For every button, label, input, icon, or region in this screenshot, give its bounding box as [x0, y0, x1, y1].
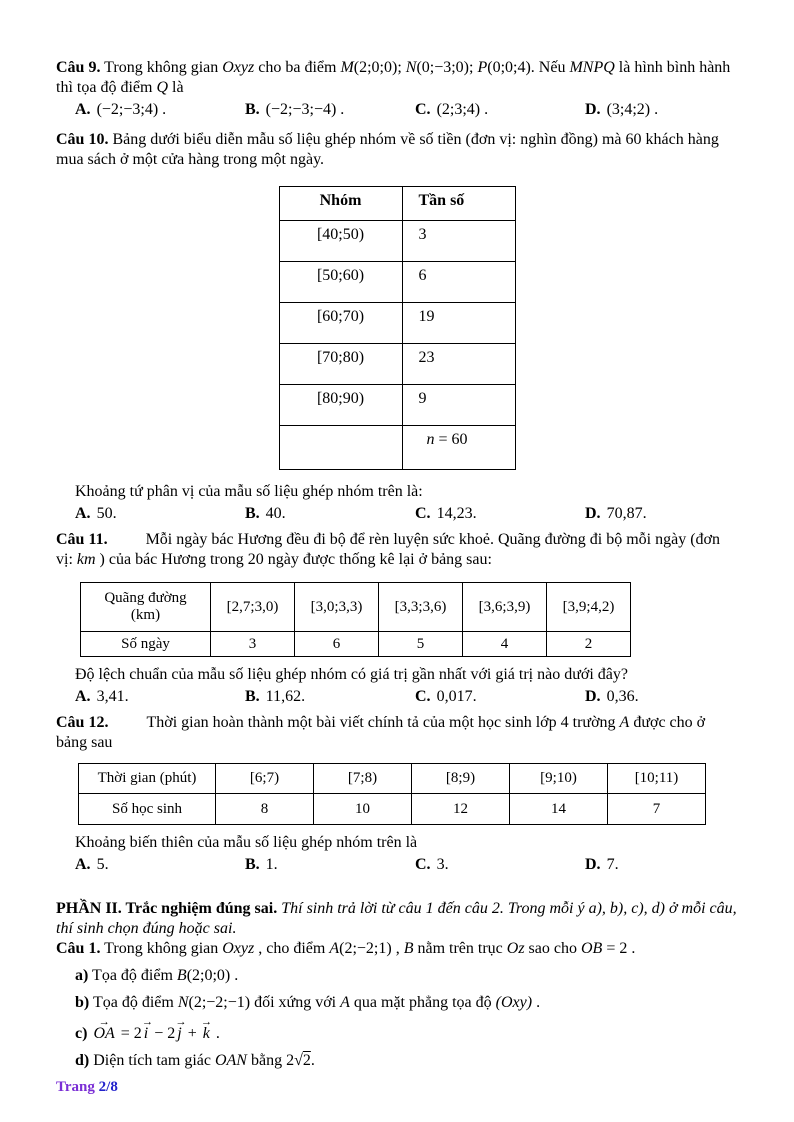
text-run: sao cho — [524, 940, 581, 957]
table-row — [279, 221, 515, 262]
question-12-text — [56, 713, 738, 753]
option-d — [585, 504, 738, 524]
part-2-question-1-item-a — [56, 966, 738, 986]
text-run: Trong không gian — [100, 59, 223, 76]
vector-arrow-icon: → — [175, 1015, 187, 1028]
question-12-prompt: Khoảng biến thiên của mẫu số liệu ghép nhóm trên là — [75, 834, 418, 851]
question-10-text — [56, 130, 738, 170]
option-value: 14,23. — [436, 505, 477, 522]
table-row — [81, 632, 631, 657]
option-letter: D. — [585, 101, 601, 118]
text-run: A — [329, 940, 340, 957]
total-value: = 60 — [434, 431, 468, 448]
option-value: 3. — [436, 856, 449, 873]
text-run: A — [619, 714, 630, 731]
question-12-time-table — [78, 763, 706, 825]
part-2-question-1-item-c — [56, 1015, 738, 1044]
option-letter: B. — [245, 688, 260, 705]
table-cell-interval: [10;11) — [608, 764, 706, 794]
table-header-cell: Thời gian (phút) — [79, 764, 216, 794]
table-total-row — [279, 426, 515, 470]
option-letter: C. — [415, 856, 431, 873]
table-cell-group: [40;50) — [279, 221, 402, 262]
vector-arrow-icon: → — [200, 1015, 212, 1028]
text-run: Câu 10. — [56, 131, 109, 148]
table-row — [279, 303, 515, 344]
option-c — [415, 687, 585, 707]
footer-page-number: 2/8 — [98, 1079, 118, 1095]
text-run: a) — [75, 967, 89, 984]
text-run: km — [76, 551, 96, 568]
option-b — [245, 687, 415, 707]
text-run: Oz — [506, 940, 525, 957]
option-c — [415, 504, 585, 524]
question-11-text — [56, 530, 738, 570]
table-cell-group: [50;60) — [279, 262, 402, 303]
text-run: (0;−3;0); — [416, 59, 478, 76]
option-a — [75, 687, 245, 707]
option-value: 11,62. — [265, 688, 306, 705]
text-run: cho ba điểm — [254, 59, 341, 76]
option-value: 3,41. — [96, 688, 129, 705]
text-run: B — [176, 967, 187, 984]
question-11-prompt: Độ lệch chuẩn của mẫu số liệu ghép nhóm có giá trị gần nhất với giá trị nào dưới đây? — [75, 666, 628, 683]
text-run: (2;−2;1) — [339, 940, 392, 957]
option-letter: C. — [415, 505, 431, 522]
text-run: 2 — [302, 1052, 311, 1069]
text-run: qua mặt phẳng tọa độ — [349, 994, 496, 1011]
text-run: PHẦN II. Trắc nghiệm đúng sai. — [56, 900, 282, 917]
table-cell-count: 2 — [547, 632, 631, 657]
question-9-text — [56, 58, 738, 98]
text-run: Bảng dưới biểu diễn mẫu số liệu ghép nhóm về số tiền (đơn vị: nghìn đồng) mà 60 khách hàng mua sách ở một cửa hàng trong một ngày. — [56, 131, 719, 168]
option-letter: D. — [585, 505, 601, 522]
option-letter: B. — [245, 505, 260, 522]
vector-notation — [91, 1015, 116, 1044]
option-value: 5. — [96, 856, 109, 873]
text-run: M — [340, 59, 354, 76]
text-run: = 2 — [116, 1025, 142, 1042]
table-cell-total — [402, 426, 515, 470]
option-letter: B. — [245, 856, 260, 873]
table-cell-count: 4 — [463, 632, 547, 657]
vector-arrow-icon: → — [141, 1015, 153, 1028]
option-letter: C. — [415, 101, 431, 118]
text-run: OAN — [214, 1052, 247, 1069]
table-cell-interval: [6;7) — [216, 764, 314, 794]
table-cell-count: 10 — [314, 794, 412, 825]
table-row — [279, 344, 515, 385]
table-cell-count: 7 — [608, 794, 706, 825]
page-footer — [56, 1078, 118, 1096]
table-cell-interval: [2,7;3,0) — [211, 583, 295, 632]
option-b — [245, 100, 415, 120]
option-value: (3;4;2) . — [606, 101, 659, 118]
text-run: Tọa độ điểm — [88, 967, 177, 984]
option-value: 0,36. — [606, 688, 639, 705]
text-run: (2;−2;−1) — [188, 994, 251, 1011]
text-run: MNPQ — [569, 59, 615, 76]
option-letter: A. — [75, 688, 91, 705]
text-run: Câu 1. — [56, 940, 101, 957]
text-run: đối xứng với — [250, 994, 341, 1011]
text-run: + — [183, 1025, 201, 1042]
text-run: Thí sinh trả lời từ câu 1 đến câu 2. Trong mỗi ý a), b), c), d) ở mỗi câu, thí sinh chọn đúng hoặc sai. — [56, 900, 737, 937]
option-c — [415, 855, 585, 875]
text-run: . — [532, 994, 541, 1011]
table-header-cell — [81, 583, 211, 632]
text-run: A — [340, 994, 350, 1011]
text-run: (2;0;0) — [186, 967, 231, 984]
table-row-label: Số học sinh — [79, 794, 216, 825]
table-cell-frequency: 6 — [402, 262, 515, 303]
option-value: 7. — [606, 856, 619, 873]
option-letter: C. — [415, 688, 431, 705]
option-value: 40. — [265, 505, 286, 522]
header-line: (km) — [130, 607, 161, 623]
table-header-row — [79, 764, 706, 794]
text-run: Oxyz — [222, 940, 255, 957]
text-run: B — [403, 940, 414, 957]
text-run: bằng 2 — [246, 1052, 295, 1069]
part-2-header — [56, 899, 738, 939]
question-11-distance-table — [80, 582, 631, 657]
text-run: (Oxy) — [495, 994, 533, 1011]
table-header-cell: Tần số — [402, 187, 515, 221]
text-run: Trong không gian — [100, 940, 223, 957]
table-cell-count: 14 — [510, 794, 608, 825]
option-value: 1. — [265, 856, 278, 873]
text-run: . Nếu — [530, 59, 570, 76]
vector-notation — [175, 1015, 187, 1044]
text-run: OA — [93, 1025, 115, 1042]
total-symbol: n — [426, 431, 435, 448]
part-2-question-1-item-d — [56, 1051, 738, 1071]
table-cell-empty — [279, 426, 402, 470]
table-cell-interval: [3,3;3,6) — [379, 583, 463, 632]
table-header-row — [81, 583, 631, 632]
option-value: (−2;−3;4) . — [96, 101, 167, 118]
text-run: Oxyz — [222, 59, 255, 76]
question-10-options — [56, 504, 738, 524]
text-run: d) — [75, 1052, 90, 1069]
part-2-question-1-text — [56, 939, 738, 959]
table-cell-interval: [8;9) — [412, 764, 510, 794]
option-a — [75, 100, 245, 120]
text-run: Mỗi ngày bác Hương đều đi bộ để rèn luyện sức khoẻ. Quãng đường đi bộ mỗi ngày (đơn vị: — [56, 531, 720, 568]
option-value: 70,87. — [606, 505, 647, 522]
text-run: ) của bác Hương trong 20 ngày được thống kê lại ở bảng sau: — [95, 551, 492, 568]
text-run: . — [211, 1025, 220, 1042]
text-run: Câu 9. — [56, 59, 101, 76]
table-row — [79, 794, 706, 825]
text-run: Q — [156, 79, 168, 96]
option-letter: A. — [75, 856, 91, 873]
text-run: là — [168, 79, 184, 96]
option-letter: A. — [75, 505, 91, 522]
option-b — [245, 855, 415, 875]
text-run: nằm trên trục — [413, 940, 507, 957]
table-cell-interval: [9;10) — [510, 764, 608, 794]
option-value: (−2;−3;−4) . — [265, 101, 345, 118]
table-row-label: Số ngày — [81, 632, 211, 657]
text-run: j — [177, 1025, 182, 1042]
footer-label: Trang — [56, 1079, 99, 1095]
table-cell-count: 8 — [216, 794, 314, 825]
option-letter: B. — [245, 101, 260, 118]
table-cell-group: [70;80) — [279, 344, 402, 385]
table-cell-interval: [3,6;3,9) — [463, 583, 547, 632]
option-d — [585, 855, 738, 875]
text-run: , — [391, 940, 404, 957]
option-c — [415, 100, 585, 120]
question-10-prompt: Khoảng tứ phân vị của mẫu số liệu ghép nhóm trên là: — [75, 483, 423, 500]
text-run: √ — [294, 1052, 303, 1069]
text-run: OB — [580, 940, 603, 957]
option-d — [585, 687, 738, 707]
vector-notation — [141, 1015, 153, 1044]
text-run: P — [477, 59, 488, 76]
header-line: Quãng đường — [104, 590, 187, 606]
question-11-options — [56, 687, 738, 707]
text-run: (2;0;0); — [353, 59, 406, 76]
option-letter: A. — [75, 101, 91, 118]
table-cell-frequency: 19 — [402, 303, 515, 344]
table-cell-group: [60;70) — [279, 303, 402, 344]
option-d — [585, 100, 738, 120]
table-header-cell: Nhóm — [279, 187, 402, 221]
text-run: Câu 11. — [56, 531, 108, 548]
option-a — [75, 504, 245, 524]
table-row — [279, 385, 515, 426]
table-cell-count: 3 — [211, 632, 295, 657]
text-run: . — [230, 967, 239, 984]
table-header-row — [279, 187, 515, 221]
text-run: (0;0;4) — [487, 59, 531, 76]
question-9-options — [56, 100, 738, 120]
option-value: (2;3;4) . — [436, 101, 489, 118]
text-run: = 2 . — [602, 940, 636, 957]
text-run: − 2 — [150, 1025, 176, 1042]
option-letter: D. — [585, 688, 601, 705]
text-run: c) — [75, 1025, 88, 1042]
text-run: là hình bình hành thì tọa độ điểm — [56, 59, 731, 96]
question-12-options — [56, 855, 738, 875]
text-run: Thời gian hoàn thành một bài viết chính tả của một học sinh lớp 4 trường — [146, 714, 620, 731]
option-value: 0,017. — [436, 688, 477, 705]
text-run: i — [143, 1025, 149, 1042]
text-run: Câu 12. — [56, 714, 109, 731]
table-cell-interval: [3,9;4,2) — [547, 583, 631, 632]
table-cell-frequency: 3 — [402, 221, 515, 262]
question-10-frequency-table — [279, 186, 516, 470]
table-cell-count: 6 — [295, 632, 379, 657]
table-cell-group: [80;90) — [279, 385, 402, 426]
table-cell-interval: [7;8) — [314, 764, 412, 794]
option-a — [75, 855, 245, 875]
text-run: , cho điểm — [254, 940, 330, 957]
text-run: b) — [75, 994, 90, 1011]
option-value: 50. — [96, 505, 117, 522]
vector-notation — [200, 1015, 212, 1044]
table-row — [279, 262, 515, 303]
option-letter: D. — [585, 856, 601, 873]
table-cell-frequency: 9 — [402, 385, 515, 426]
text-run: N — [405, 59, 417, 76]
text-run: Diện tích tam giác — [89, 1052, 215, 1069]
text-run: được cho ở bảng sau — [56, 714, 706, 751]
option-b — [245, 504, 415, 524]
table-cell-interval: [3,0;3,3) — [295, 583, 379, 632]
table-cell-frequency: 23 — [402, 344, 515, 385]
text-run: k — [202, 1025, 210, 1042]
table-cell-count: 12 — [412, 794, 510, 825]
text-run: Tọa độ điểm — [89, 994, 178, 1011]
text-run: N — [177, 994, 189, 1011]
table-cell-count: 5 — [379, 632, 463, 657]
part-2-question-1-item-b — [56, 993, 738, 1013]
text-run: . — [310, 1052, 315, 1069]
vector-arrow-icon: → — [98, 1015, 110, 1028]
